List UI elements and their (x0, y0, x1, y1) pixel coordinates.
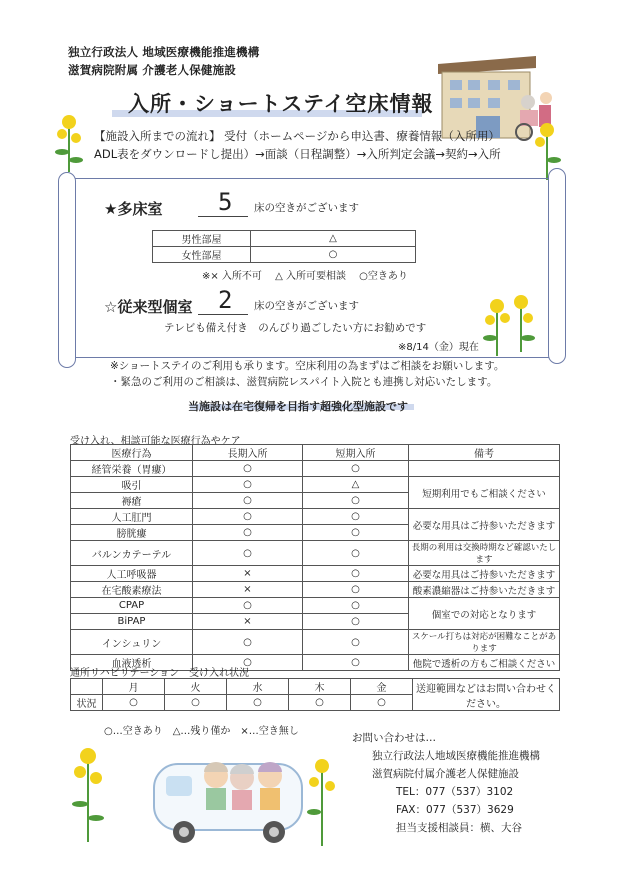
application-flow-line2: ADL表をダウンロードし提出）→面談（日程調整）→入所判定会議→契約→入所 (94, 147, 501, 161)
long-stay-status: ○ (193, 655, 303, 671)
flower-icon (52, 112, 86, 172)
long-stay-status: ○ (193, 598, 303, 614)
care-name: 褥瘡 (71, 493, 193, 509)
col-header: 長期入所 (193, 445, 303, 461)
table-row (71, 477, 560, 493)
care-name: 人工肛門 (71, 509, 193, 525)
shortstay-notice: ※ショートステイのご利用も承ります。空床利用の為まずはご相談をお願いします。 (110, 360, 505, 372)
org-name-line2: 滋賀病院附属 介護老人保健施設 (68, 63, 237, 77)
care-name: インシュリン (71, 630, 193, 655)
short-stay-status: ○ (303, 541, 409, 566)
long-stay-status: ○ (193, 525, 303, 541)
private-room-note: テレビも備え付き のんびり過ごしたい方にお勧めです (164, 322, 427, 334)
private-room-count: 2 (218, 286, 233, 314)
care-note: 短期利用でもご相談ください (409, 477, 560, 509)
long-stay-status: ○ (193, 509, 303, 525)
care-name: 血液透析 (71, 655, 193, 671)
table-row (71, 566, 560, 582)
room-status: △ (251, 231, 416, 247)
application-flow-line1: 【施設入所までの流れ】 受付（ホームページから申込書、療養情報（入所用） (94, 129, 500, 143)
care-name: 吸引 (71, 477, 193, 493)
day-header: 水 (227, 679, 289, 695)
room-name: 男性部屋 (153, 231, 251, 247)
multi-bed-count: 5 (218, 188, 233, 216)
care-note: 必要な用具はご持参いただきます (409, 566, 560, 582)
short-stay-status: ○ (303, 614, 409, 630)
scroll-curl-left (58, 172, 76, 368)
care-note (409, 461, 560, 477)
short-stay-status: ○ (303, 493, 409, 509)
day-status: ○ (227, 695, 289, 711)
long-stay-status: ○ (193, 541, 303, 566)
care-name: バルンカテーテル (71, 541, 193, 566)
status-legend: ※× 入所不可 △ 入所可要相談 ○空きあり (202, 271, 408, 282)
private-room-label: ☆従来型個室 (104, 298, 193, 316)
multi-bed-label: ★多床室 (104, 200, 163, 218)
contact-heading: お問い合わせは… (352, 732, 436, 744)
org-name-line1: 独立行政法人 地域医療機能推進機構 (68, 45, 260, 59)
van-illustration-icon (66, 742, 336, 852)
care-note: 必要な用具はご持参いただきます (409, 509, 560, 541)
page-title: 入所・ショートステイ空床情報 (128, 92, 434, 116)
care-name: BiPAP (71, 614, 193, 630)
short-stay-status: △ (303, 477, 409, 493)
row-label: 状況 (71, 695, 103, 711)
medical-care-table (70, 444, 560, 671)
contact-tel: TEL：077（537）3102 (396, 786, 514, 798)
scroll-curl-right (548, 168, 566, 364)
room-name: 女性部屋 (153, 247, 251, 263)
care-note: 他院で透析の方もご相談ください (409, 655, 560, 671)
rehab-table (70, 678, 560, 711)
table-row (71, 541, 560, 566)
table-row (71, 630, 560, 655)
rehab-caption: 通所リハビリテーション 受け入れ状況 (70, 668, 250, 679)
as-of-date: ※8/14（金）現在 (398, 342, 479, 353)
day-header: 月 (103, 679, 165, 695)
short-stay-status: ○ (303, 509, 409, 525)
short-stay-status: ○ (303, 525, 409, 541)
short-stay-status: ○ (303, 598, 409, 614)
col-header: 備考 (409, 445, 560, 461)
day-header: 金 (351, 679, 413, 695)
short-stay-status: ○ (303, 566, 409, 582)
care-name: 在宅酸素療法 (71, 582, 193, 598)
long-stay-status: ○ (193, 630, 303, 655)
table-row (71, 509, 560, 525)
contact-staff: 担当支援相談員：横、大谷 (396, 822, 522, 834)
table-header-row (71, 445, 560, 461)
care-note: スケール打ちは対応が困難なことがあります (409, 630, 560, 655)
rehab-note: 送迎範囲などはお問い合わせください。 (413, 679, 560, 711)
care-note: 個室での対応となります (409, 598, 560, 630)
short-stay-status: ○ (303, 582, 409, 598)
care-note: 長期の利用は交換時期など確認いたします (409, 541, 560, 566)
long-stay-status: ○ (193, 461, 303, 477)
contact-fax: FAX：077（537）3629 (396, 804, 514, 816)
table-row (71, 598, 560, 614)
long-stay-status: × (193, 566, 303, 582)
private-room-suffix: 床の空きがございます (254, 300, 359, 312)
long-stay-status: × (193, 614, 303, 630)
count-underline (198, 314, 248, 315)
table-row (71, 582, 560, 598)
table-row (71, 679, 560, 695)
multi-bed-suffix: 床の空きがございます (254, 202, 359, 214)
care-name: CPAP (71, 598, 193, 614)
short-stay-status: ○ (303, 630, 409, 655)
contact-org1: 独立行政法人地域医療機能推進機構 (372, 750, 540, 762)
table-row (71, 461, 560, 477)
short-stay-status: ○ (303, 461, 409, 477)
emergency-notice: ・緊急のご利用のご相談は、滋賀病院レスパイト入院とも連携し対応いたします。 (110, 376, 498, 388)
count-underline (198, 216, 248, 217)
day-status: ○ (289, 695, 351, 711)
long-stay-status: ○ (193, 477, 303, 493)
care-name: 膀胱瘻 (71, 525, 193, 541)
col-header: 医療行為 (71, 445, 193, 461)
gender-room-table (152, 230, 416, 263)
long-stay-status: ○ (193, 493, 303, 509)
short-stay-status: ○ (303, 655, 409, 671)
medical-caption: 受け入れ、相談可能な医療行為やケア (70, 436, 241, 447)
corner-cell (71, 679, 103, 695)
col-header: 短期入所 (303, 445, 409, 461)
table-row (153, 247, 416, 263)
care-name: 経管栄養（胃瘻） (71, 461, 193, 477)
facility-tagline: 当施設は在宅復帰を目指す超強化型施設です (188, 400, 408, 413)
day-status: ○ (165, 695, 227, 711)
rehab-legend: ○…空きあり △…残り僅か ×…空き無し (104, 726, 299, 737)
care-note: 酸素濃縮器はご持参いただきます (409, 582, 560, 598)
table-row (153, 231, 416, 247)
day-status: ○ (103, 695, 165, 711)
care-name: 人工呼吸器 (71, 566, 193, 582)
flower-icon (504, 292, 538, 352)
day-header: 火 (165, 679, 227, 695)
day-status: ○ (351, 695, 413, 711)
day-header: 木 (289, 679, 351, 695)
room-status: ○ (251, 247, 416, 263)
contact-org2: 滋賀病院付属介護老人保健施設 (372, 768, 519, 780)
long-stay-status: × (193, 582, 303, 598)
